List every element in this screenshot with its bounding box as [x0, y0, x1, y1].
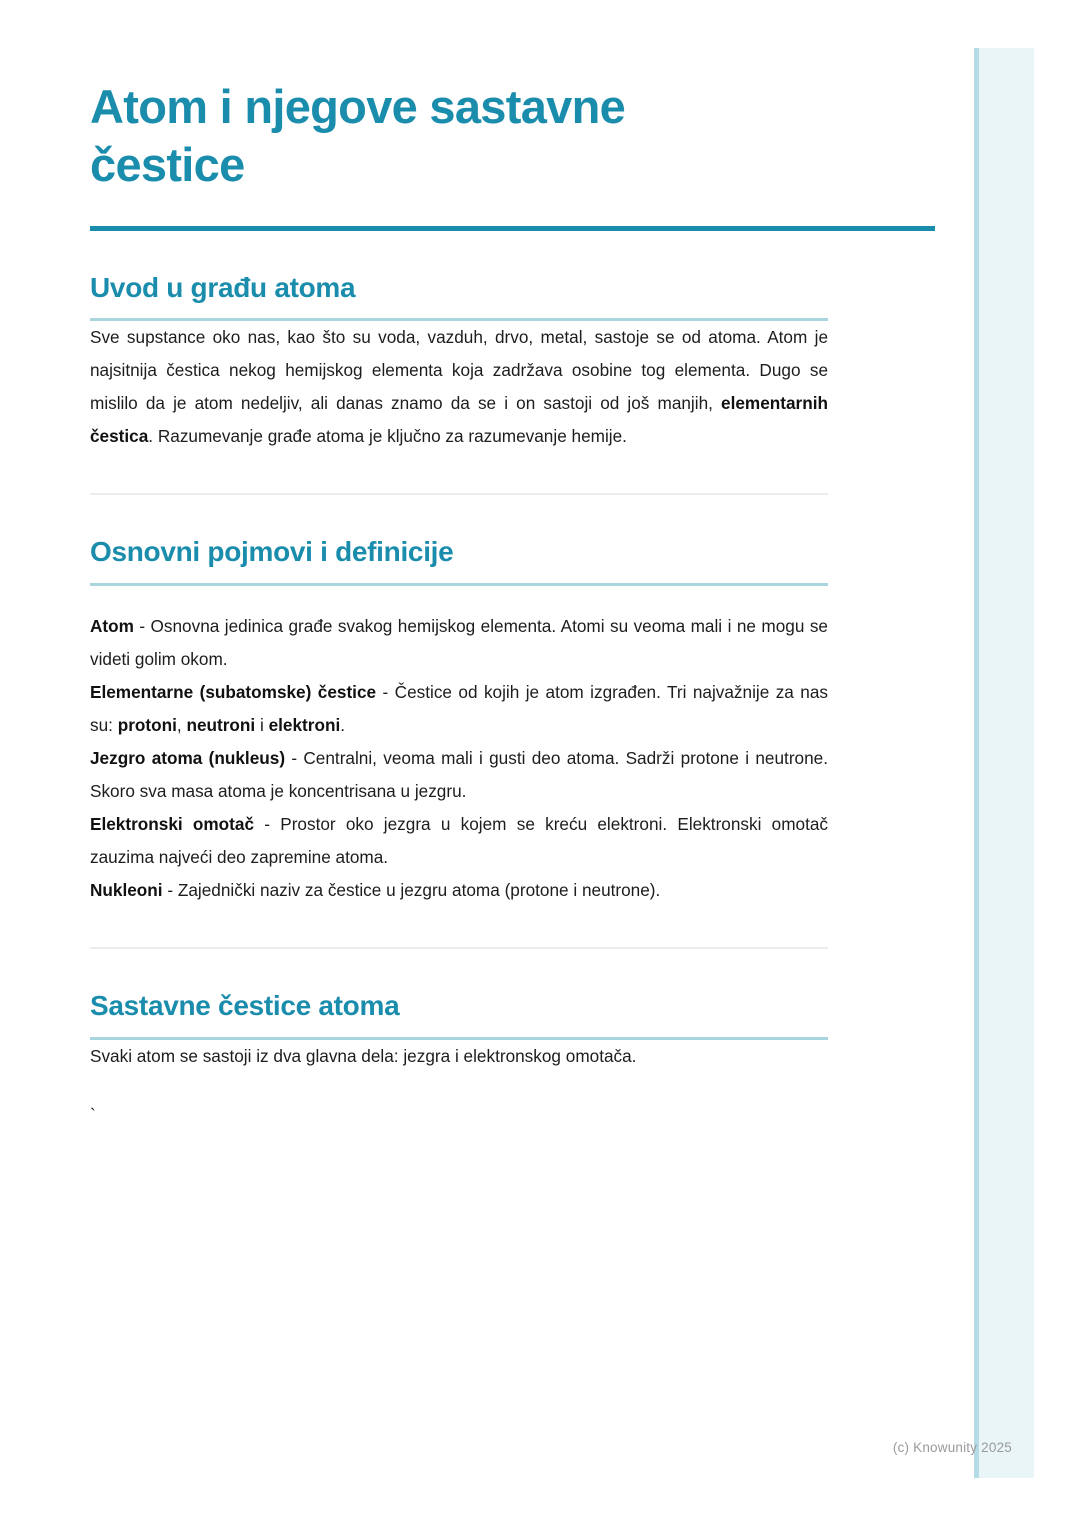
section-heading-pojmovi: Osnovni pojmovi i definicije [90, 536, 454, 568]
document-content [90, 78, 828, 1124]
stray-backtick-glyph: ` [90, 1104, 96, 1125]
definition-elementarne-cestice: Elementarne (subatomske) čestice - Čestice od kojih je atom izgrađen. Tri najvažnije za nas su: protoni, neutroni i elektroni. [90, 681, 828, 735]
section-sastavne-cestice [90, 989, 828, 1124]
section-uvod [90, 271, 828, 454]
section-heading-sastavne-cestice: Sastavne čestice atoma [90, 989, 400, 1021]
section-separator-1 [90, 493, 828, 495]
definition-atom: Atom - Osnovna jedinica građe svakog hemijskog elementa. Atomi su veoma mali i ne mogu se videti golim okom. [90, 615, 828, 669]
section-heading-divider [90, 583, 828, 586]
section-heading-uvod: Uvod u građu atoma [90, 271, 356, 303]
side-decoration-panel [974, 48, 1034, 1478]
definition-nukleoni: Nukleoni - Zajednički naziv za čestice u jezgru atoma (protone i neutrone). [90, 879, 661, 900]
page-footer: (c) Knowunity 2025 [892, 1440, 1012, 1455]
title-divider [90, 226, 935, 231]
definition-jezgro-atoma: Jezgro atoma (nukleus) - Centralni, veoma mali i gusti deo atoma. Sadrži protone i neutrone. Skoro sva masa atoma je koncentrisana u jezgru. [90, 747, 828, 801]
section-pojmovi [90, 535, 828, 907]
paragraph-uvod-1: Sve supstance oko nas, kao što su voda, vazduh, drvo, metal, sastoje se od atoma. Atom je najsitnija čestica nekog hemijskog elementa koja zadržava osobine tog elementa. Dugo se mislilo da je atom nedeljiv, ali danas znamo da se i on sastoji od još manjih, elementarnih čestica. Razumevanje građe atoma je ključno za razumevanje hemije. [90, 327, 828, 447]
definition-elektronski-omotac: Elektronski omotač - Prostor oko jezgra u kojem se kreću elektroni. Elektronski omotač zauzima najveći deo zapremine atoma. [90, 813, 829, 867]
side-decoration-rule [974, 48, 979, 1478]
section-separator-2 [90, 947, 828, 949]
page-title: Atom i njegove sastavne čestice [90, 80, 626, 191]
paragraph-sastavne-1: Svaki atom se sastoji iz dva glavna dela: jezgra i elektronskog omotača. [90, 1045, 637, 1066]
